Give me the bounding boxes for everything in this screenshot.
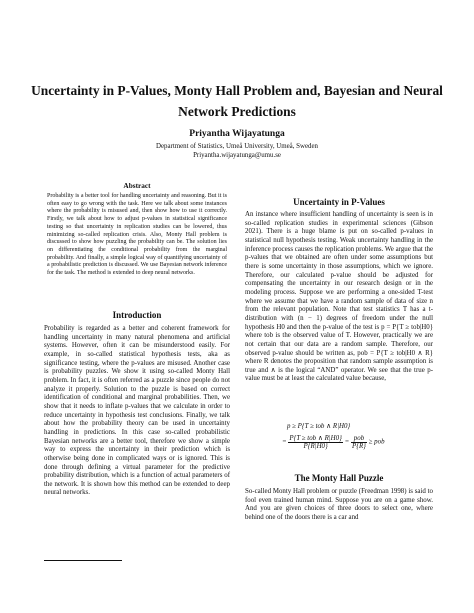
introduction-text: Probability is regarded as a better and coherent framework for handling uncertainty in many natural phenomena and artificial systems. However, often it can be misunderstood easily. For example, in so-called statistical hypothesis tests, aka as significance testing, where the p-values are misused. Another case is probability puzzles. We show it using so-called Monty Hall problem. In fact, it is often referred as a puzzle since people do not analyze it properly. Solution to the puzzle is based on correct identification of conditional and marginal probabilities. Then, we show that it needs to inflate p-values that we calculate in order to reduce uncertainty in hypothesis test conclusions. Finally, we talk about how the probability theory can be used in uncertainty handling in predictions. In this case so-called probabilistic Bayesian networks are a better tool, therefore we show a simple way to express the uncertainty in their prediction which is otherwise being done in complicated ways or is ignored. This is done through defining a virtual parameter for the predictive probability distribution, which is a function of actual parameters of the network. It is shown how this method can be extended to deep neural networks.	[44, 325, 230, 497]
pvalues-heading: Uncertainty in P-Values	[293, 197, 385, 207]
montyhall-text: So-called Monty Hall problem or puzzle (Freedman 1998) is said to fool even trained human mind. Suppose you are on a game show. And you are given choices of three doors to select one, where behind one of the doors there is a car and	[245, 488, 433, 521]
equation-denominator-2: P{R}	[352, 442, 366, 450]
equation-line-1: p ≥ P{T ≥ tob ∧ R|H0}	[287, 423, 351, 430]
equation-equals-1: =	[282, 438, 287, 446]
abstract-text: Probability is a better tool for handling uncertainty and reasoning. But it is often easy to go wrong with the task. Here we talk about some instances where the probability is misused and, then show how to use it correctly. Firstly, we talk about how to adjust p-values in statistical significance testing so that uncertainty in replication studies can be lowered, thus minimizing so-called replication crisis. Also, Monty Hall problem is discussed to show how puzzling the probability can be. The solution lies on differentiating the conditional probability from the marginal probability. And finally, a simple logical way of quantifying uncertainty of a probabilistic prediction is discussed. We use Bayesian network inference for the task. The method is extended to deep neural networks.	[47, 193, 227, 277]
equation-equals-2: =	[344, 438, 350, 446]
equation-denominator-1: P{R|H0}	[303, 443, 328, 450]
author-block	[20, 128, 454, 160]
equation-fraction-1	[288, 434, 342, 450]
pvalues-text: An instance where insufficient handling of uncertainty is seen is in so-called replication studies in experimental sciences (Gibson 2021). There is a huge blame is put on so-called p-values in statistical null hypothesis testing. Weak uncertainty handling in the inference process causes the replication problems. We argue that the p-values that we obtained are often under some assumptions but there is some uncertainty in those assumptions, which we ignore. Therefore, our calculated p-value should be adjusted for compensating the uncertainty in our research design or in the modeling process. Suppose we are performing a one-sided T-test where we assume that we have a random sample of data of size n from the relevant population. Note that test statistics T has a t-distribution with (n − 1) degrees of freedom under the null hypothesis H0 and then the p-value of the test is p = P{T ≥ tob|H0} where tob is the observed value of T. However, practically we are not certain that our data are a random sample. Therefore, our observed p-value should be written as, pob = P{T ≥ tob|H0 ∧ R} where R denotes the proposition that random sample assumption is true and ∧ is the logical “AND” operator. We see that the true p-value must be at least the calculated value because,	[245, 211, 433, 383]
author-affiliation: Department of Statistics, Umeå University, Umeå, Sweden	[155, 143, 319, 150]
author-email: Priyantha.wijayatunga@umu.se	[193, 152, 281, 159]
equation-numerator-2: pob	[351, 435, 367, 443]
equation-line-2	[282, 434, 385, 450]
footnote-rule	[44, 560, 122, 561]
abstract-heading: Abstract	[123, 181, 151, 190]
equation-fraction-2	[351, 435, 367, 450]
equation-rhs: ≥ pob	[368, 438, 385, 446]
montyhall-heading: The Monty Hall Puzzle	[294, 473, 384, 483]
introduction-heading: Introduction	[112, 310, 162, 320]
author-name: Priyantha Wijayatunga	[189, 129, 285, 139]
equation-numerator-1: P{T ≥ tob ∧ R|H0}	[289, 435, 342, 442]
paper-title: Uncertainty in P-Values, Monty Hall Problem and, Bayesian and Neural Network Predictions	[31, 83, 443, 119]
